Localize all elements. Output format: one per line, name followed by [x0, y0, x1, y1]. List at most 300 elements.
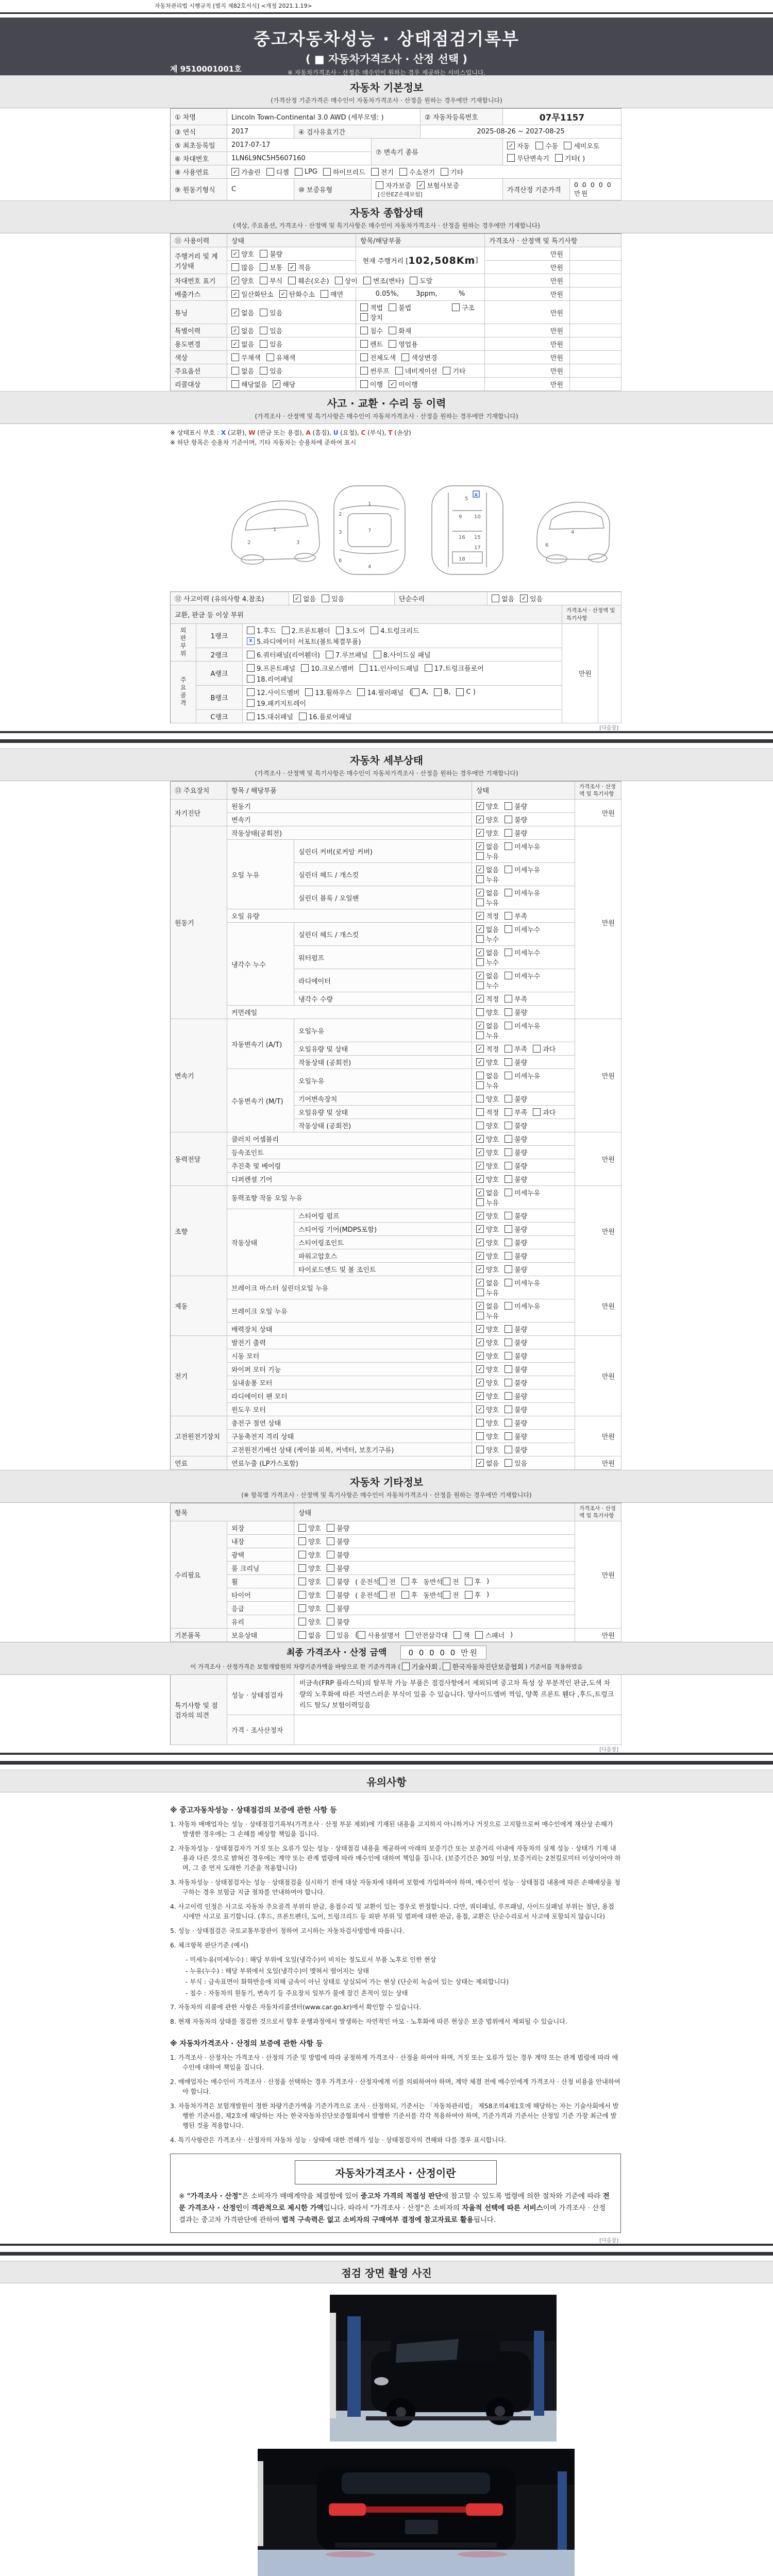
checkbox-box[interactable]	[335, 277, 343, 284]
checkbox-box[interactable]	[327, 1618, 334, 1625]
checkbox-box[interactable]	[505, 1175, 512, 1183]
checkbox-box[interactable]	[505, 802, 512, 810]
checkbox-option[interactable]	[231, 249, 254, 259]
checkbox-box[interactable]: ✓	[476, 925, 484, 933]
checkbox-option[interactable]	[288, 262, 311, 272]
checkbox-box[interactable]	[371, 626, 378, 634]
checkbox-box[interactable]: ✓	[231, 290, 239, 298]
checkbox-option[interactable]	[389, 379, 418, 389]
checkbox-box[interactable]	[299, 713, 307, 720]
checkbox-option[interactable]	[505, 1431, 527, 1441]
checkbox-option[interactable]	[476, 1404, 499, 1414]
checkbox-option[interactable]	[231, 308, 254, 317]
checkbox-box[interactable]	[505, 889, 512, 896]
checkbox-option[interactable]	[505, 801, 527, 811]
checkbox-box[interactable]	[247, 626, 255, 634]
checkbox-box[interactable]	[505, 1095, 512, 1103]
checkbox-box[interactable]: ✓	[476, 1045, 484, 1053]
checkbox-box[interactable]	[301, 664, 309, 672]
checkbox-option[interactable]	[260, 308, 282, 317]
checkbox-option[interactable]	[476, 1378, 499, 1387]
checkbox-box[interactable]	[505, 1302, 512, 1310]
checkbox-option[interactable]	[379, 1590, 396, 1600]
checkbox-option[interactable]	[535, 141, 558, 150]
checkbox-box[interactable]	[389, 327, 396, 334]
checkbox-box[interactable]	[360, 367, 368, 375]
checkbox-box[interactable]	[260, 277, 267, 284]
checkbox-box[interactable]	[505, 1022, 512, 1029]
checkbox-option[interactable]	[327, 1590, 349, 1600]
checkbox-option[interactable]	[327, 1603, 349, 1613]
checkbox-option[interactable]	[476, 1351, 499, 1361]
checkbox-box[interactable]	[327, 1537, 334, 1545]
checkbox-option[interactable]	[476, 801, 499, 811]
checkbox-option[interactable]	[476, 1251, 499, 1261]
checkbox-box[interactable]	[360, 664, 367, 672]
checkbox-box[interactable]	[441, 168, 448, 176]
checkbox-option[interactable]	[323, 167, 365, 177]
checkbox-option[interactable]	[505, 1044, 527, 1054]
checkbox-option[interactable]	[456, 688, 475, 696]
checkbox-box[interactable]	[412, 688, 419, 696]
checkbox-box[interactable]: ✓	[231, 309, 239, 316]
checkbox-option[interactable]	[395, 366, 438, 376]
checkbox-box[interactable]: ✓	[476, 1135, 484, 1143]
checkbox-box[interactable]	[298, 1564, 306, 1572]
checkbox-box[interactable]	[443, 1578, 450, 1585]
checkbox-option[interactable]	[231, 366, 254, 376]
checkbox-option[interactable]	[505, 1057, 527, 1067]
checkbox-option[interactable]	[505, 994, 527, 1004]
checkbox-option[interactable]	[476, 865, 499, 874]
checkbox-option[interactable]	[336, 625, 365, 635]
checkbox-option[interactable]	[298, 1617, 321, 1626]
checkbox-option[interactable]	[305, 687, 351, 697]
checkbox-option[interactable]	[476, 1188, 499, 1197]
checkbox-box[interactable]	[476, 1446, 484, 1453]
checkbox-option[interactable]	[507, 153, 549, 163]
checkbox-option[interactable]	[476, 1278, 499, 1287]
checkbox-option[interactable]	[476, 1071, 499, 1080]
checkbox-box[interactable]: ✓	[417, 181, 425, 189]
checkbox-box[interactable]: ✓	[279, 290, 287, 298]
checkbox-box[interactable]: ✓	[476, 1175, 484, 1183]
checkbox-option[interactable]	[476, 1174, 499, 1184]
checkbox-option[interactable]	[476, 828, 499, 838]
checkbox-option[interactable]	[231, 326, 254, 335]
checkbox-option[interactable]	[298, 1590, 321, 1600]
checkbox-option[interactable]	[505, 1351, 527, 1361]
checkbox-box[interactable]	[298, 1551, 306, 1558]
checkbox-box[interactable]	[443, 1591, 450, 1599]
checkbox-box[interactable]	[305, 688, 313, 696]
checkbox-box[interactable]: ✓	[476, 842, 484, 850]
checkbox-box[interactable]	[505, 1419, 512, 1427]
checkbox-box[interactable]	[360, 353, 368, 361]
checkbox-option[interactable]	[247, 663, 295, 673]
checkbox-box[interactable]	[505, 1405, 512, 1413]
checkbox-box[interactable]	[327, 1524, 334, 1532]
checkbox-option[interactable]	[505, 1404, 527, 1414]
checkbox-option[interactable]	[371, 167, 394, 177]
checkbox-option[interactable]	[476, 1238, 499, 1247]
checkbox-option[interactable]	[360, 302, 383, 312]
checkbox-box[interactable]	[476, 981, 484, 989]
checkbox-option[interactable]	[376, 180, 411, 190]
checkbox-option[interactable]	[476, 1057, 499, 1067]
checkbox-box[interactable]	[505, 1045, 512, 1053]
checkbox-box[interactable]	[298, 1604, 306, 1612]
checkbox-box[interactable]	[399, 168, 407, 176]
checkbox-box[interactable]	[360, 340, 368, 348]
checkbox-option[interactable]	[505, 1021, 540, 1030]
checkbox-option[interactable]	[273, 379, 295, 389]
checkbox-option[interactable]	[295, 168, 317, 176]
checkbox-box[interactable]	[505, 1058, 512, 1066]
checkbox-box[interactable]	[266, 168, 274, 176]
checkbox-box[interactable]	[492, 595, 499, 602]
checkbox-box[interactable]	[476, 1095, 484, 1103]
checkbox-box[interactable]: ✓	[273, 380, 280, 388]
checkbox-option[interactable]	[298, 1523, 321, 1533]
checkbox-box[interactable]	[247, 664, 255, 672]
checkbox-option[interactable]	[476, 1431, 499, 1441]
checkbox-box[interactable]	[476, 1289, 484, 1296]
checkbox-option[interactable]	[555, 153, 585, 163]
checkbox-option[interactable]	[443, 1577, 459, 1586]
checkbox-option[interactable]	[231, 379, 267, 389]
checkbox-box[interactable]: ✓	[231, 277, 239, 284]
checkbox-box[interactable]: ✓	[476, 1279, 484, 1286]
checkbox-option[interactable]	[505, 971, 540, 980]
checkbox-box[interactable]	[476, 852, 484, 860]
checkbox-box[interactable]	[453, 1631, 461, 1639]
checkbox-option[interactable]	[476, 1080, 499, 1090]
checkbox-option[interactable]	[533, 1107, 556, 1117]
checkbox-box[interactable]	[443, 367, 450, 375]
checkbox-option[interactable]	[231, 167, 261, 177]
checkbox-box[interactable]	[505, 1365, 512, 1373]
checkbox-option[interactable]	[401, 1590, 418, 1600]
checkbox-option[interactable]	[402, 1662, 438, 1671]
checkbox-box[interactable]: ✓	[476, 1302, 484, 1310]
checkbox-box[interactable]	[505, 1325, 512, 1333]
checkbox-box[interactable]	[247, 675, 255, 683]
checkbox-box[interactable]: ✓	[476, 948, 484, 956]
checkbox-option[interactable]	[327, 1536, 349, 1546]
checkbox-box[interactable]	[505, 829, 512, 837]
checkbox-option[interactable]	[475, 1630, 505, 1640]
checkbox-option[interactable]	[231, 289, 274, 299]
checkbox-box[interactable]	[535, 142, 543, 149]
checkbox-box[interactable]	[401, 1578, 409, 1585]
checkbox-option[interactable]	[476, 971, 499, 980]
checkbox-box[interactable]: ✓	[231, 250, 239, 258]
checkbox-box[interactable]	[476, 899, 484, 906]
checkbox-box[interactable]: ✓	[476, 1365, 484, 1373]
checkbox-box[interactable]	[505, 1189, 512, 1196]
checkbox-option[interactable]	[476, 1134, 499, 1144]
checkbox-option[interactable]	[327, 1550, 349, 1560]
checkbox-box[interactable]	[476, 1108, 484, 1116]
checkbox-box[interactable]	[360, 313, 368, 321]
checkbox-option[interactable]	[505, 1324, 527, 1334]
checkbox-box[interactable]: ✓	[231, 340, 239, 348]
checkbox-option[interactable]	[360, 339, 383, 349]
checkbox-box[interactable]: ✓	[476, 1239, 484, 1246]
checkbox-option[interactable]	[389, 339, 418, 349]
checkbox-option[interactable]	[476, 1264, 499, 1274]
checkbox-option[interactable]	[505, 1337, 527, 1347]
checkbox-box[interactable]	[505, 1352, 512, 1360]
checkbox-box[interactable]	[476, 1031, 484, 1039]
checkbox-option[interactable]	[374, 650, 431, 659]
checkbox-option[interactable]	[505, 841, 540, 851]
checkbox-box[interactable]: ✓	[293, 595, 301, 602]
checkbox-option[interactable]	[476, 957, 499, 967]
checkbox-option[interactable]	[279, 289, 315, 299]
checkbox-option[interactable]	[465, 1577, 481, 1586]
checkbox-option[interactable]	[476, 888, 499, 897]
checkbox-option[interactable]	[505, 1301, 540, 1311]
checkbox-box[interactable]	[533, 1108, 541, 1116]
checkbox-box[interactable]	[564, 142, 572, 149]
checkbox-box[interactable]	[288, 277, 296, 284]
checkbox-box[interactable]	[406, 1631, 413, 1639]
checkbox-box[interactable]: ✓	[231, 327, 239, 334]
checkbox-option[interactable]	[476, 1418, 499, 1428]
checkbox-option[interactable]	[476, 1445, 499, 1454]
checkbox-option[interactable]	[505, 1391, 527, 1401]
checkbox-option[interactable]	[443, 1662, 524, 1671]
checkbox-box[interactable]	[505, 1459, 512, 1467]
checkbox-option[interactable]	[505, 1174, 527, 1184]
checkbox-option[interactable]	[465, 1590, 481, 1600]
checkbox-box[interactable]	[321, 290, 328, 298]
checkbox-option[interactable]	[443, 1590, 459, 1600]
checkbox-option[interactable]	[260, 276, 282, 285]
checkbox-option[interactable]	[266, 167, 289, 177]
checkbox-option[interactable]	[327, 1617, 349, 1626]
checkbox-option[interactable]	[476, 1311, 499, 1320]
checkbox-option[interactable]	[476, 1147, 499, 1157]
checkbox-option[interactable]	[389, 326, 411, 335]
checkbox-box[interactable]	[505, 995, 512, 1003]
checkbox-option[interactable]	[476, 815, 499, 824]
checkbox-option[interactable]	[389, 302, 411, 312]
checkbox-box[interactable]	[327, 1551, 334, 1558]
checkbox-box[interactable]	[327, 1631, 334, 1639]
checkbox-box[interactable]	[260, 340, 267, 348]
checkbox-option[interactable]	[476, 1044, 499, 1054]
checkbox-box[interactable]: ✓	[231, 168, 239, 176]
checkbox-option[interactable]	[231, 276, 254, 285]
checkbox-box[interactable]: ✓	[389, 380, 396, 388]
checkbox-option[interactable]	[505, 815, 527, 824]
checkbox-box[interactable]	[476, 1432, 484, 1440]
checkbox-box[interactable]: ✓	[476, 1162, 484, 1170]
checkbox-box[interactable]	[260, 263, 267, 271]
checkbox-box[interactable]	[379, 1591, 387, 1599]
checkbox-box[interactable]	[260, 367, 267, 375]
checkbox-option[interactable]	[298, 1577, 321, 1586]
checkbox-option[interactable]	[298, 1603, 321, 1613]
checkbox-box[interactable]: ✓	[476, 1189, 484, 1196]
checkbox-box[interactable]	[505, 1135, 512, 1143]
checkbox-option[interactable]	[476, 1391, 499, 1401]
checkbox-option[interactable]	[476, 1030, 499, 1040]
checkbox-option[interactable]	[358, 1630, 400, 1640]
checkbox-box[interactable]	[456, 688, 464, 696]
checkbox-option[interactable]	[476, 1324, 499, 1334]
checkbox-box[interactable]	[555, 154, 563, 162]
checkbox-option[interactable]	[231, 352, 261, 362]
checkbox-option[interactable]	[327, 1523, 349, 1533]
checkbox-option[interactable]	[321, 289, 343, 299]
checkbox-option[interactable]	[260, 339, 282, 349]
checkbox-box[interactable]	[476, 1198, 484, 1206]
checkbox-option[interactable]	[441, 167, 463, 177]
checkbox-box[interactable]	[295, 168, 303, 176]
checkbox-option[interactable]	[434, 688, 450, 696]
checkbox-option[interactable]	[417, 180, 459, 190]
checkbox-box[interactable]	[505, 1432, 512, 1440]
checkbox-option[interactable]	[425, 663, 484, 673]
checkbox-box[interactable]	[360, 327, 368, 334]
checkbox-box[interactable]	[260, 309, 267, 316]
checkbox-option[interactable]	[288, 276, 329, 285]
checkbox-option[interactable]	[293, 594, 316, 603]
checkbox-box[interactable]	[247, 713, 255, 720]
checkbox-box[interactable]	[505, 1122, 512, 1129]
checkbox-box[interactable]	[505, 925, 512, 933]
checkbox-box[interactable]: ✓	[476, 889, 484, 896]
checkbox-box[interactable]: ✓	[476, 866, 484, 873]
checkbox-box[interactable]	[476, 958, 484, 966]
checkbox-box[interactable]	[231, 380, 239, 388]
checkbox-box[interactable]	[505, 1225, 512, 1233]
checkbox-box[interactable]: ✓	[476, 829, 484, 837]
checkbox-option[interactable]	[247, 625, 276, 635]
checkbox-option[interactable]	[260, 366, 282, 376]
checkbox-box[interactable]	[476, 875, 484, 883]
checkbox-box[interactable]	[298, 1524, 306, 1532]
checkbox-box[interactable]	[505, 972, 512, 979]
checkbox-box[interactable]	[505, 1379, 512, 1386]
checkbox-option[interactable]	[401, 352, 437, 362]
checkbox-option[interactable]	[476, 1021, 499, 1030]
checkbox-box[interactable]	[360, 380, 368, 388]
checkbox-option[interactable]	[299, 711, 351, 721]
checkbox-option[interactable]	[453, 1630, 470, 1640]
checkbox-option[interactable]	[507, 141, 530, 150]
checkbox-option[interactable]	[231, 262, 254, 272]
exchange-x-checkbox[interactable]: x	[247, 637, 255, 645]
checkbox-box[interactable]	[505, 1446, 512, 1453]
checkbox-box[interactable]	[465, 1591, 473, 1599]
checkbox-option[interactable]	[360, 326, 383, 335]
checkbox-option[interactable]	[298, 1563, 321, 1573]
checkbox-box[interactable]: ✓	[507, 142, 515, 149]
checkbox-option[interactable]	[327, 1630, 349, 1640]
checkbox-option[interactable]	[476, 1197, 499, 1207]
checkbox-option[interactable]	[476, 1458, 499, 1468]
checkbox-option[interactable]	[505, 1147, 527, 1157]
checkbox-box[interactable]	[533, 1045, 541, 1053]
checkbox-box[interactable]	[505, 842, 512, 850]
checkbox-option[interactable]	[410, 276, 432, 285]
checkbox-box[interactable]	[298, 1537, 306, 1545]
checkbox-box[interactable]	[376, 181, 383, 189]
checkbox-box[interactable]	[505, 1338, 512, 1346]
checkbox-option[interactable]	[505, 1211, 527, 1221]
checkbox-box[interactable]	[323, 168, 331, 176]
checkbox-box[interactable]: ✓	[476, 1265, 484, 1273]
checkbox-box[interactable]	[476, 1008, 484, 1016]
checkbox-box[interactable]: ✓	[520, 595, 528, 602]
checkbox-option[interactable]	[476, 1287, 499, 1297]
checkbox-box[interactable]	[298, 1591, 306, 1599]
checkbox-box[interactable]	[357, 688, 365, 696]
checkbox-box[interactable]	[358, 1631, 365, 1639]
checkbox-option[interactable]	[505, 1378, 527, 1387]
checkbox-box[interactable]	[476, 1312, 484, 1319]
checkbox-box[interactable]	[505, 948, 512, 956]
checkbox-option[interactable]	[476, 911, 499, 921]
checkbox-box[interactable]	[389, 303, 396, 311]
checkbox-box[interactable]	[476, 1122, 484, 1129]
checkbox-option[interactable]	[322, 594, 344, 603]
checkbox-option[interactable]	[327, 1577, 349, 1586]
checkbox-option[interactable]	[247, 687, 299, 697]
checkbox-option[interactable]	[247, 636, 361, 646]
checkbox-box[interactable]	[360, 303, 368, 311]
checkbox-box[interactable]	[505, 912, 512, 920]
checkbox-option[interactable]	[298, 1630, 321, 1640]
checkbox-option[interactable]	[371, 625, 419, 635]
checkbox-option[interactable]	[406, 1630, 448, 1640]
checkbox-option[interactable]	[476, 1094, 499, 1104]
checkbox-option[interactable]	[505, 1007, 527, 1017]
checkbox-box[interactable]	[401, 353, 409, 361]
checkbox-option[interactable]	[505, 1278, 540, 1287]
checkbox-option[interactable]	[564, 141, 599, 150]
checkbox-option[interactable]	[360, 352, 396, 362]
checkbox-box[interactable]	[452, 303, 460, 311]
checkbox-box[interactable]	[505, 1252, 512, 1260]
checkbox-box[interactable]	[389, 340, 396, 348]
checkbox-box[interactable]	[298, 1631, 306, 1639]
checkbox-option[interactable]	[476, 1161, 499, 1171]
checkbox-box[interactable]	[434, 688, 442, 696]
checkbox-option[interactable]	[505, 947, 540, 957]
checkbox-box[interactable]: ✓	[476, 1392, 484, 1400]
checkbox-option[interactable]	[476, 1224, 499, 1234]
checkbox-option[interactable]	[505, 1364, 527, 1374]
checkbox-box[interactable]	[505, 1162, 512, 1170]
checkbox-box[interactable]	[476, 1081, 484, 1089]
checkbox-box[interactable]	[266, 353, 274, 361]
checkbox-box[interactable]: ✓	[476, 802, 484, 810]
checkbox-option[interactable]	[247, 674, 293, 684]
checkbox-box[interactable]	[395, 367, 403, 375]
checkbox-box[interactable]	[260, 250, 267, 258]
checkbox-option[interactable]	[379, 1577, 396, 1586]
checkbox-option[interactable]	[505, 888, 540, 897]
checkbox-box[interactable]: ✓	[476, 1379, 484, 1386]
checkbox-box[interactable]	[476, 935, 484, 943]
checkbox-option[interactable]	[399, 167, 435, 177]
